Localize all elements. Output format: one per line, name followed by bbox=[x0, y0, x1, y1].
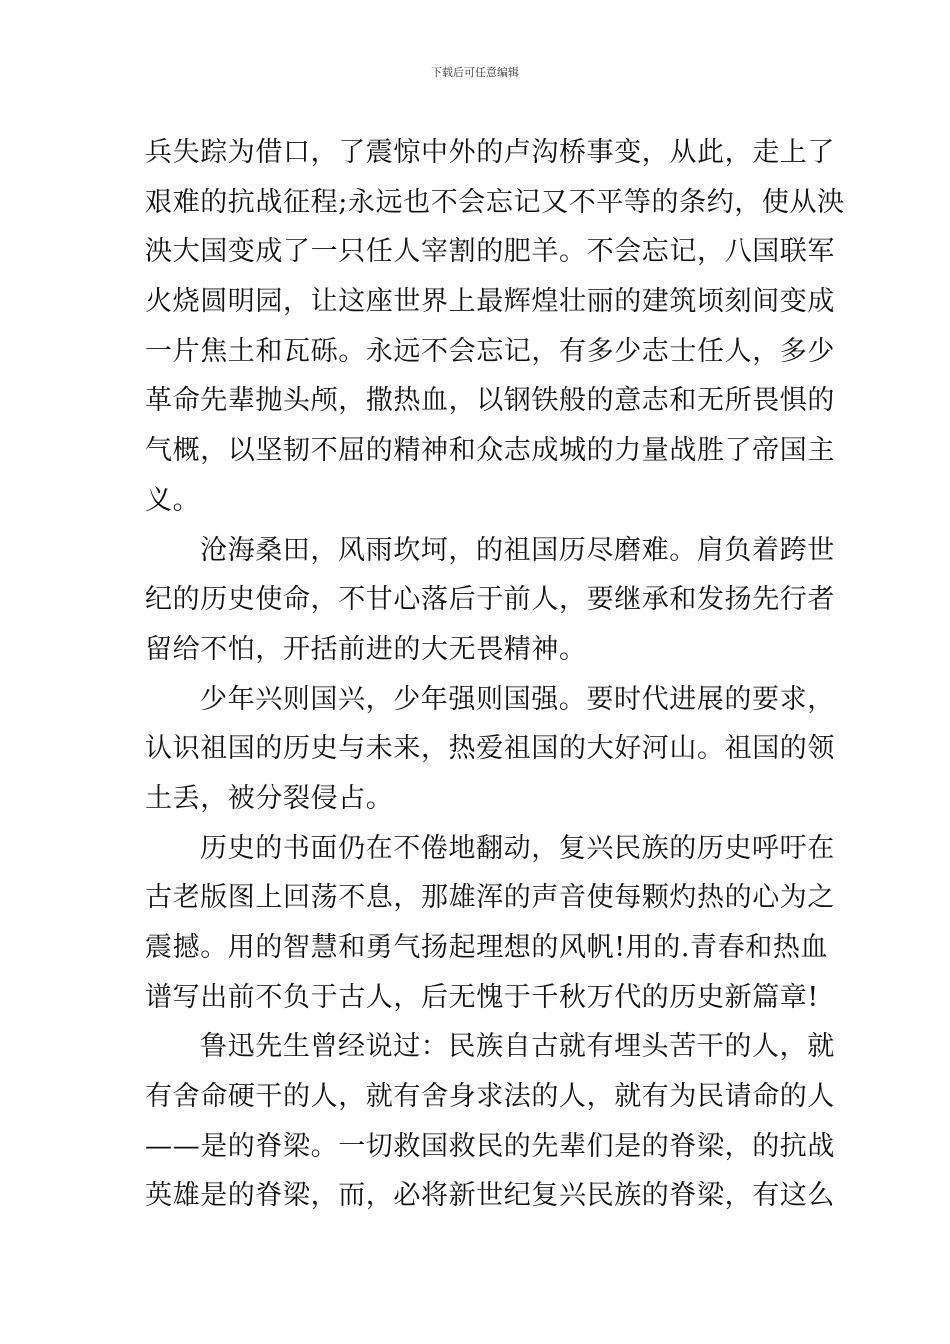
text-line: 留给不怕，开括前进的大无畏精神。 bbox=[145, 633, 587, 665]
paragraph-first-line: 历史的书面仍在不倦地翻动，复兴民族的历史呼吁在 bbox=[200, 832, 835, 864]
text-line: 古老版图上回荡不息，那雄浑的声音使每颗灼热的心为之 bbox=[145, 882, 835, 914]
text-line: 有舍命硬干的人，就有舍身求法的人，就有为民请命的人 bbox=[145, 1081, 835, 1113]
text-line: 英雄是的脊梁，而，必将新世纪复兴民族的脊梁，有这么 bbox=[145, 1180, 835, 1212]
text-line: 震撼。用的智慧和勇气扬起理想的风帆!用的.青春和热血 bbox=[145, 932, 829, 963]
document-body bbox=[145, 128, 845, 1221]
text-line: ——是的脊梁。一切救国救民的先辈们是的脊梁，的抗战 bbox=[145, 1130, 835, 1162]
paragraph-first-line: 沧海桑田，风雨坎坷，的祖国历尽磨难。肩负着跨世 bbox=[200, 534, 835, 566]
text-line: 义。 bbox=[145, 484, 201, 516]
text-line: 兵失踪为借口，了震惊中外的卢沟桥事变，从此，走上了 bbox=[145, 137, 835, 168]
text-line: 革命先辈抛头颅，撒热血，以钢铁般的意志和无所畏惧的 bbox=[145, 385, 835, 417]
text-line: 谱写出前不负于古人，后无愧于千秋万代的历史新篇章! bbox=[145, 981, 819, 1013]
text-line: 土丢，被分裂侵占。 bbox=[145, 782, 394, 814]
text-line: 认识祖国的历史与未来，热爱祖国的大好河山。祖国的领 bbox=[145, 733, 835, 765]
text-line: 火烧圆明园，让这座世界上最辉煌壮丽的建筑顷刻间变成 bbox=[145, 286, 835, 318]
text-line: 泱大国变成了一只任人宰割的肥羊。不会忘记，八国联军 bbox=[145, 236, 835, 268]
text-line: 一片焦土和瓦砾。永远不会忘记，有多少志士任人，多少 bbox=[145, 335, 835, 367]
text-line: 艰难的抗战征程;永远也不会忘记又不平等的条约，使从泱 bbox=[145, 186, 845, 218]
paragraph-first-line: 少年兴则国兴，少年强则国强。要时代进展的要求， bbox=[200, 683, 835, 715]
text-line: 纪的历史使命，不甘心落后于前人，要继承和发扬先行者 bbox=[145, 584, 835, 616]
page-header: 下载后可任意编辑 bbox=[431, 66, 519, 79]
text-line: 气概，以坚韧不屈的精神和众志成城的力量战胜了帝国主 bbox=[145, 435, 835, 467]
paragraph-first-line: 鲁迅先生曾经说过：民族自古就有埋头苦干的人，就 bbox=[200, 1031, 835, 1063]
